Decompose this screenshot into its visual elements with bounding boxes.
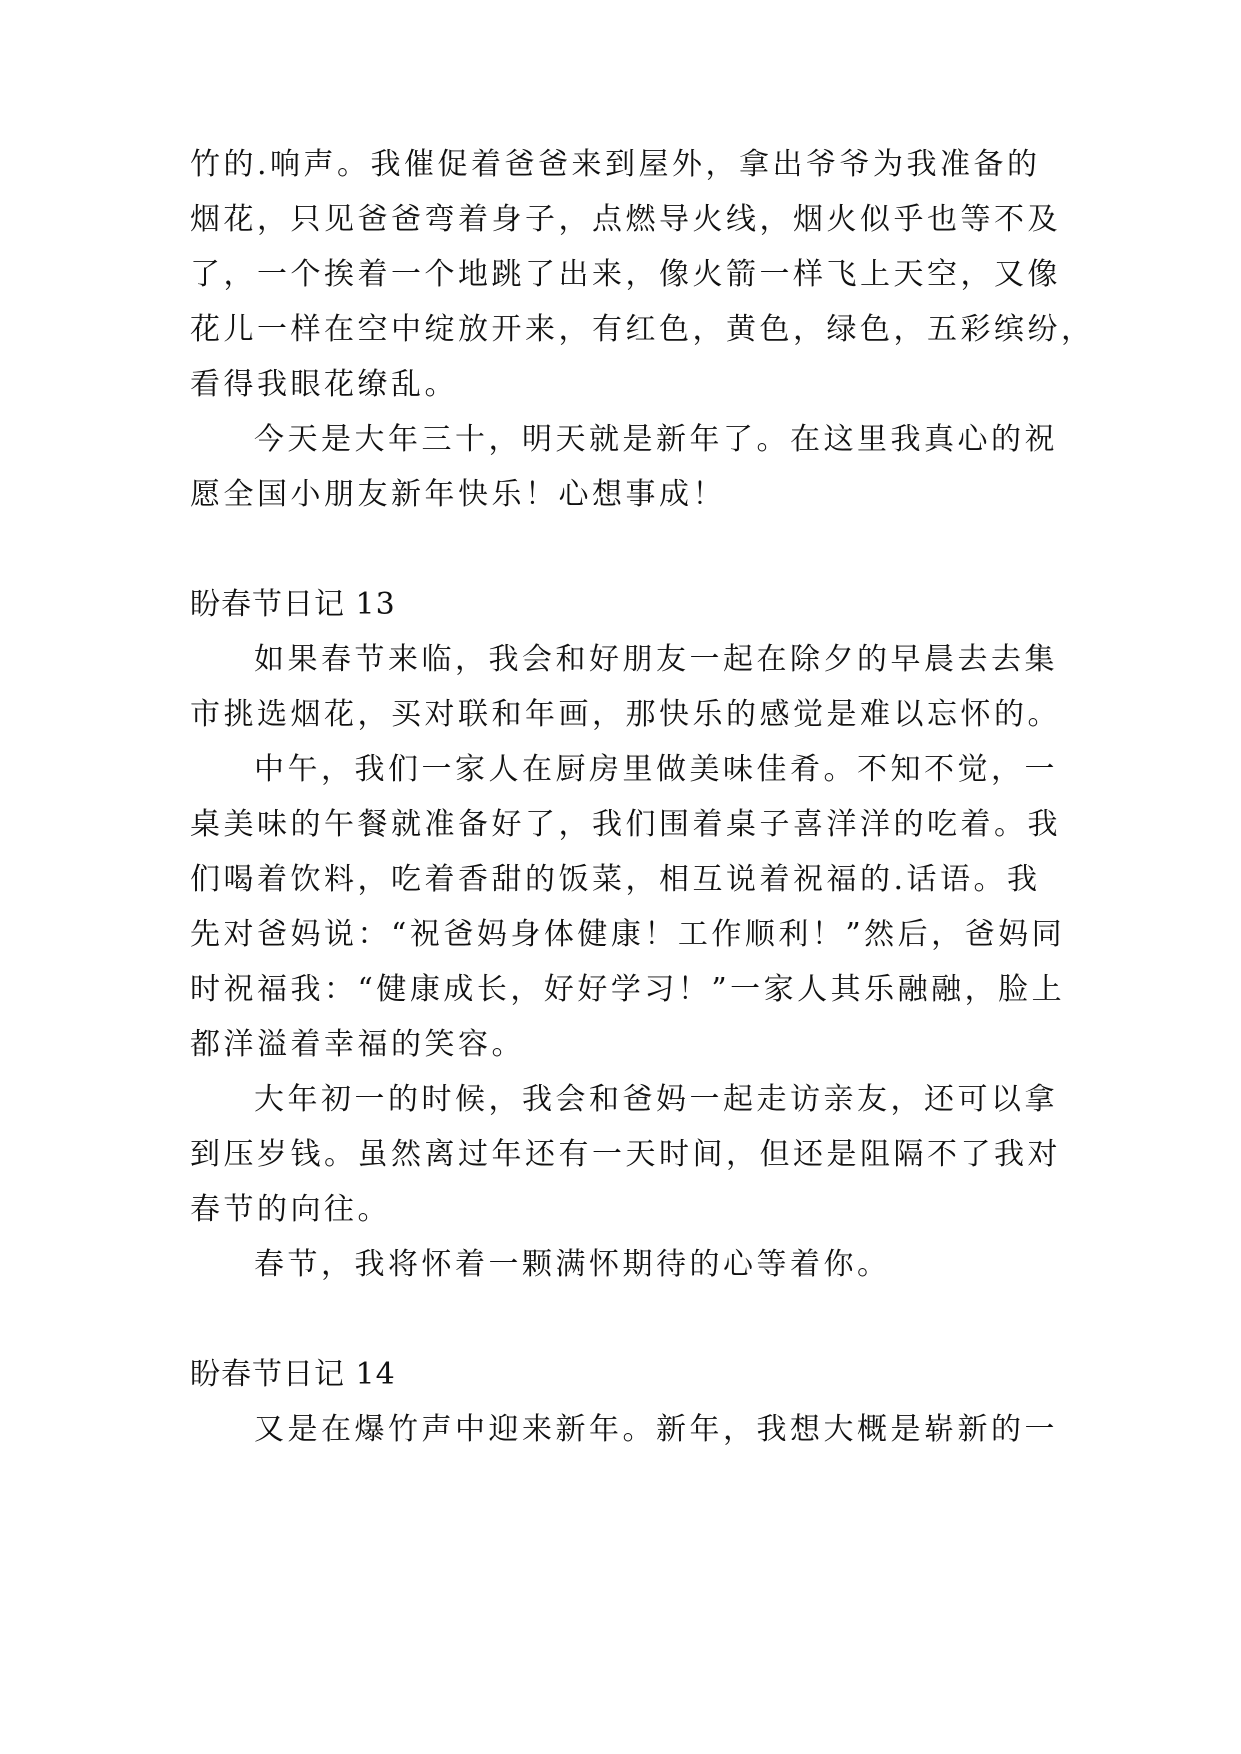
paragraph-line: 都洋溢着幸福的笑容。 [190,1027,525,1062]
paragraph-line: 春节，我将怀着一颗满怀期待的心等着你。 [254,1247,891,1282]
paragraph-line: 了，一个挨着一个地跳了出来，像火箭一样飞上天空，又像 [190,257,1061,292]
paragraph-line: 如果春节来临，我会和好朋友一起在除夕的早晨去去集 [254,642,1058,677]
paragraph-line: 花儿一样在空中绽放开来，有红色，黄色，绿色，五彩缤纷， [190,312,1095,347]
paragraph-line: 们喝着饮料，吃着香甜的饭菜，相互说着祝福的.话语。我 [190,862,1041,897]
paragraph-line: 又是在爆竹声中迎来新年。新年，我想大概是崭新的一 [254,1412,1058,1447]
paragraph-line: 大年初一的时候，我会和爸妈一起走访亲友，还可以拿 [254,1082,1058,1117]
paragraph-line: 看得我眼花缭乱。 [190,367,458,402]
paragraph-line: 时祝福我：“健康成长，好好学习！”一家人其乐融融，脸上 [190,972,1066,1007]
paragraph-line: 桌美味的午餐就准备好了，我们围着桌子喜洋洋的吃着。我 [190,807,1061,842]
paragraph-line: 到压岁钱。虽然离过年还有一天时间，但还是阻隔不了我对 [190,1137,1061,1172]
diary-heading-14: 盼春节日记 14 [190,1357,396,1392]
paragraph-line: 竹的.响声。我催促着爸爸来到屋外，拿出爷爷为我准备的 [190,147,1041,182]
paragraph-line: 先对爸妈说：“祝爸妈身体健康！工作顺利！”然后，爸妈同 [190,917,1066,952]
paragraph-line: 中午，我们一家人在厨房里做美味佳肴。不知不觉，一 [254,752,1058,787]
paragraph-line: 市挑选烟花，买对联和年画，那快乐的感觉是难以忘怀的。 [190,697,1061,732]
paragraph-line: 今天是大年三十，明天就是新年了。在这里我真心的祝 [254,422,1058,457]
diary-heading-13: 盼春节日记 13 [190,587,396,622]
paragraph-line: 烟花，只见爸爸弯着身子，点燃导火线，烟火似乎也等不及 [190,202,1061,237]
paragraph-line: 春节的向往。 [190,1192,391,1227]
paragraph-line: 愿全国小朋友新年快乐！心想事成！ [190,477,726,512]
